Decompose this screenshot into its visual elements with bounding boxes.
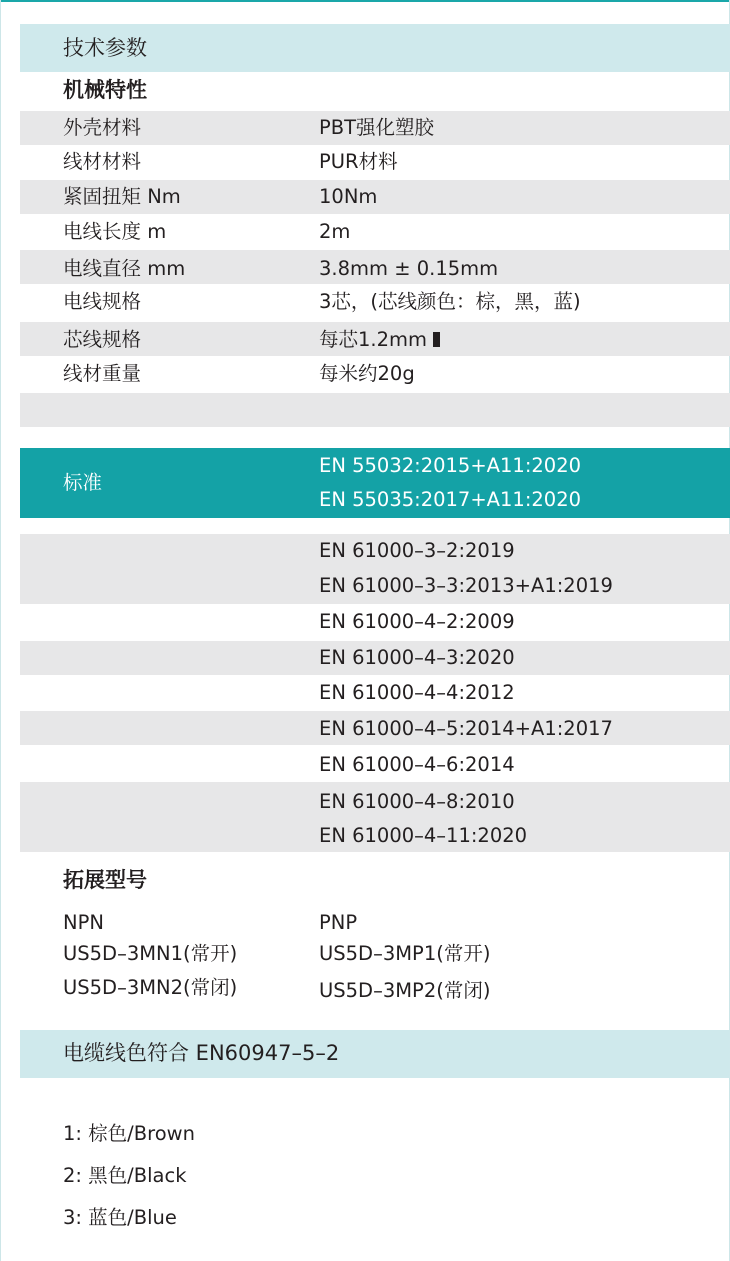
standard-item: EN 61000–4–5:2014+A1:2017 [319, 717, 613, 740]
param-value: 3芯，(芯线颜色：棕，黑，蓝) [319, 290, 581, 313]
left-frame-line [0, 0, 1, 1261]
standard-item: EN 61000–4–2:2009 [319, 610, 515, 633]
param-label: 电线直径 mm [63, 257, 186, 280]
row-band [20, 393, 730, 427]
mech-subtitle: 机械特性 [63, 78, 147, 102]
cable-color-title: 电缆线色符合 EN60947–5–2 [63, 1041, 340, 1065]
standards-label: 标准 [63, 471, 103, 494]
param-value-wrap [319, 328, 440, 352]
standard-item: EN 61000–4–11:2020 [319, 824, 528, 847]
param-value: 10Nm [319, 185, 378, 208]
models-title: 拓展型号 [63, 868, 147, 892]
wire-color-item: 1: 棕色/Brown [63, 1122, 195, 1145]
pnp-header: PNP [319, 911, 358, 934]
param-value: 3.8mm ± 0.15mm [319, 257, 499, 280]
param-label: 紧固扭矩 Nm [63, 185, 181, 208]
tech-section-title: 技术参数 [63, 36, 147, 60]
npn-model: US5D–3MN1(常开) [63, 942, 238, 965]
param-label: 芯线规格 [63, 328, 142, 351]
standard-item: EN 61000–4–3:2020 [319, 646, 515, 669]
pnp-model: US5D–3MP2(常闭) [319, 979, 491, 1002]
param-value: PUR材料 [319, 150, 398, 173]
param-label: 电线长度 m [63, 220, 167, 243]
standard-item: EN 55032:2015+A11:2020 [319, 454, 582, 477]
standard-item: EN 61000–4–6:2014 [319, 753, 515, 776]
standard-item: EN 61000–4–4:2012 [319, 681, 515, 704]
param-value: 每米约20g [319, 362, 415, 385]
param-value: PBT强化塑胶 [319, 116, 435, 139]
wire-color-item: 2: 黑色/Black [63, 1164, 187, 1187]
pnp-model: US5D–3MP1(常开) [319, 942, 491, 965]
param-label: 电线规格 [63, 290, 142, 313]
standard-item: EN 61000–3–3:2013+A1:2019 [319, 574, 613, 597]
standard-item: EN 55035:2017+A11:2020 [319, 488, 582, 511]
npn-header: NPN [63, 911, 104, 934]
standard-item: EN 61000–4–8:2010 [319, 790, 515, 813]
square-mark-icon [433, 332, 440, 347]
top-frame-line [0, 0, 730, 2]
param-value: 2m [319, 220, 351, 243]
param-label: 线材材料 [63, 150, 142, 173]
wire-color-item: 3: 蓝色/Blue [63, 1206, 177, 1229]
standard-item: EN 61000–3–2:2019 [319, 539, 515, 562]
npn-model: US5D–3MN2(常闭) [63, 976, 238, 999]
param-label: 线材重量 [63, 362, 142, 385]
param-value: 每芯1.2mm [319, 328, 428, 351]
param-label: 外壳材料 [63, 116, 142, 139]
